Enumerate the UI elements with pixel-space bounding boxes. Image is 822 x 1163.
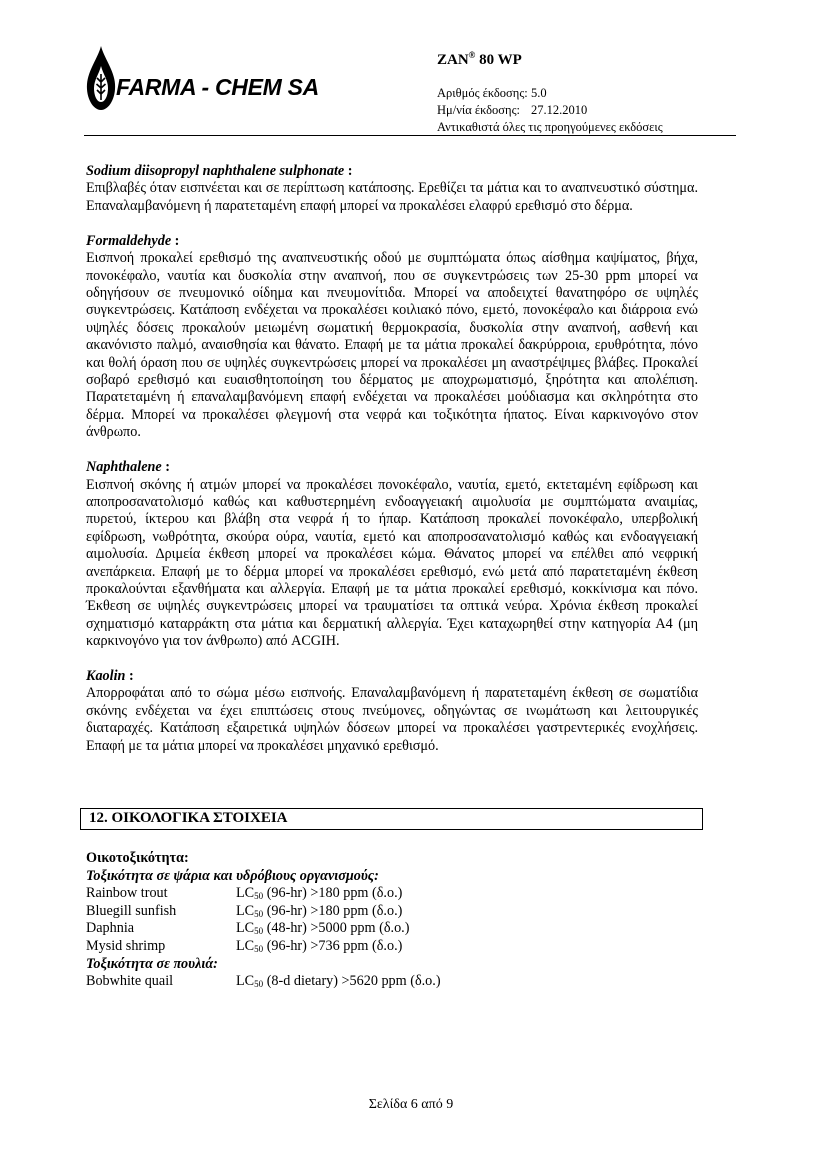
- list-item: Rainbow trout $LC_{50}$ (96-hr) >180 ppm (δ.ο.): [86, 885, 403, 902]
- block-formaldehyde: Formaldehyde : Εισπνοή προκαλεί ερεθισμό της αναπνευστικής οδού με συμπτώματα όπως αίσθημα καψίματος, βήχα, πονοκέφαλο, ναυτία και δυσκολία στην αναπνοή, που σε συγκεντρώσεις των 25-30 ppm μπορεί να οδηγήσουν σε πνευμονικό οίδημα και πνευμονίτιδα. Μπορεί να αποδειχτεί θανατηφόρο σε υψηλές συγκεντρώσεις. Κατάποση ενδέχεται να προκαλέσει κοιλιακό πόνο, εμετό, πονοκέφαλο και διάρροια ενώ υψηλές δόσεις προκαλούν μειωμένη σωματική θερμοκρασία, δυσκολία στην αναπνοή, ασθενή και ακανόνιστο παλμό, αναισθησία και θάνατο. Επαφή με τα μάτια προκαλεί δακρύρροια, ερυθρότητα, πόνο και θολή όραση που σε υψηλές συγκεντρώσεις μπορεί να προκαλέσει μη αναστρέψιμες βλάβες. Προκαλεί σοβαρό ερεθισμό και ευαισθητοποίηση του δέρματος με αποχρωματισμό, ξηρότητα και απολέπιση. Παρατεταμένη ή επαναλαμβανόμενη επαφή ενδέχεται να προκαλέσει μούδιασμα και σκληρότητα στο δέρμα. Μπορεί να προκαλέσει φλεγμονή στα νεφρά και τοξικότητα ήπατος. Είναι καρκινογόνο στον άνθρωπο.: [86, 232, 698, 441]
- block-title: Kaolin: [86, 668, 126, 685]
- toxicology-content: [86, 163, 698, 755]
- section-title: 12. ΟΙΚΟΛΟΓΙΚΑ ΣΤΟΙΧΕΙΑ: [89, 810, 288, 826]
- block-text: Εισπνοή προκαλεί ερεθισμό της αναπνευστικής οδού με συμπτώματα όπως αίσθημα καψίματος, βήχα, πονοκέφαλο, ναυτία και δυσκολία στην αναπνοή, που σε συγκεντρώσεις των 25-30 ppm μπορεί να οδηγήσουν σε πνευμονικό οίδημα και πνευμονίτιδα. Μπορεί να αποδειχτεί θανατηφόρο σε υψηλές συγκεντρώσεις. Κατάποση ενδέχεται να προκαλέσει κοιλιακό πόνο, εμετό, πονοκέφαλο και διάρροια ενώ υψηλές δόσεις προκαλούν μειωμένη σωματική θερμοκρασία, δυσκολία στην αναπνοή, ασθενή και ακανόνιστο παλμό, αναισθησία και θάνατο. Επαφή με τα μάτια προκαλεί δακρύρροια, ερυθρότητα, πόνο και θολή όραση που σε υψηλές συγκεντρώσεις μπορεί να προκαλέσει μη αναστρέψιμες βλάβες. Προκαλεί σοβαρό ερεθισμό και ευαισθητοποίηση του δέρματος με αποχρωματισμό, ξηρότητα και απολέπιση. Παρατεταμένη ή επαναλαμβανόμενη επαφή ενδέχεται να προκαλέσει μούδιασμα και σκληρότητα στο δέρμα. Μπορεί να προκαλέσει φλεγμονή στα νεφρά και τοξικότητα ήπατος. Είναι καρκινογόνο στον άνθρωπο.: [86, 250, 698, 441]
- drop-logo-icon: [84, 44, 118, 114]
- issue-number: Αριθμός έκδοσης: 5.0: [437, 86, 547, 100]
- issue-date: Ημ/νία έκδοσης: 27.12.2010: [437, 103, 588, 117]
- company-name: FARMA - CHEM SA: [116, 74, 319, 100]
- list-item: Bluegill sunfish $LC_{50}$ (96-hr) >180 ppm (δ.ο.): [86, 902, 403, 919]
- ecotoxicity-list: [86, 850, 441, 991]
- product-name: ZAN® 80 WP: [437, 50, 522, 68]
- supersedes-note: Αντικαθιστά όλες τις προηγούμενες εκδόσεις: [437, 120, 663, 134]
- birds-heading: Τοξικότητα σε πουλιά:: [86, 955, 218, 972]
- block-text: Επιβλαβές όταν εισπνέεται και σε περίπτωση κατάποσης. Ερεθίζει τα μάτια και το αναπνευστικό σύστημα. Επαναλαμβανόμενη ή παρατεταμένη επαφή μπορεί να προκαλέσει ελαφρύ ερεθισμό στο δέρμα.: [86, 180, 698, 214]
- fish-heading: Τοξικότητα σε ψάρια και υδρόβιους οργανισμούς:: [86, 867, 379, 884]
- block-text: Εισπνοή σκόνης ή ατμών μπορεί να προκαλέσει πονοκέφαλο, ναυτία, εμετό, εκτεταμένη εφίδρωση και αποπροσανατολισμό καθώς και καθυστερημένη ενδοαγγειακή αιμολυσία με συμπτώματα αναιμίας, πυρετού, ίκτερου και βλάβη στα νεφρά ή το ήπαρ. Κατάποση προκαλεί πονοκέφαλο, υπερβολική εφίδρωση, νωθρότητα, σκούρα ούρα, ναυτία, εμετό και αποπροσανατολισμό καθώς και ενδοαγγειακή αιμολυσία. Δριμεία έκθεση μπορεί να προκαλέσει κώμα. Θάνατος μπορεί να επέλθει από νεφρική ανεπάρκεια. Επαφή με το δέρμα μπορεί να προκαλέσει ερεθισμό, ενώ μετά από παρατεταμένη έκθεση προκαλούνται εξανθήματα και αλλεργία. Επαφή με τα μάτια προκαλεί ερεθισμό, κοκκίνισμα και πόνο. Έκθεση σε υψηλές συγκεντρώσεις μπορεί να τραυματίσει τα οπτικά νεύρα. Χρόνια έκθεση προκαλεί σχηματισμό καταρράκτη στα μάτια και δερματική αλλεργία. Έχει καταχωρηθεί στην κατηγορία Α4 (μη καρκινογόνο για τον άνθρωπο) από ACGIH.: [86, 476, 698, 650]
- block-sodium: Sodium diisopropyl naphthalene sulphonate : Επιβλαβές όταν εισπνέεται και σε περίπτωση κατάποσης. Ερεθίζει τα μάτια και το αναπνευστικό σύστημα. Επαναλαμβανόμενη ή παρατεταμένη επαφή μπορεί να προκαλέσει ελαφρύ ερεθισμό στο δέρμα.: [86, 163, 698, 214]
- page-number: Σελίδα 6 από 9: [368, 1097, 454, 1112]
- company-logo: [84, 44, 344, 124]
- ecotox-heading: Οικοτοξικότητα:: [86, 850, 189, 866]
- block-naphthalene: Naphthalene : Εισπνοή σκόνης ή ατμών μπορεί να προκαλέσει πονοκέφαλο, ναυτία, εμετό, εκτεταμένη εφίδρωση και αποπροσανατολισμό καθώς και καθυστερημένη ενδοαγγειακή αιμολυσία με συμπτώματα αναιμίας, πυρετού, ίκτερου και βλάβη στα νεφρά ή το ήπαρ. Κατάποση προκαλεί πονοκέφαλο, υπερβολική εφίδρωση, νωθρότητα, σκούρα ούρα, ναυτία, εμετό και αποπροσανατολισμό καθώς και ενδοαγγειακή αιμολυσία. Δριμεία έκθεση μπορεί να προκαλέσει κώμα. Θάνατος μπορεί να επέλθει από νεφρική ανεπάρκεια. Επαφή με το δέρμα μπορεί να προκαλέσει ερεθισμό, ενώ μετά από παρατεταμένη έκθεση προκαλούνται εξανθήματα και αλλεργία. Επαφή με τα μάτια προκαλεί ερεθισμό, κοκκίνισμα και πόνο. Έκθεση σε υψηλές συγκεντρώσεις μπορεί να τραυματίσει τα οπτικά νεύρα. Χρόνια έκθεση προκαλεί σχηματισμό καταρράκτη στα μάτια και δερματική αλλεργία. Έχει καταχωρηθεί στην κατηγορία Α4 (μη καρκινογόνο για τον άνθρωπο) από ACGIH.: [86, 459, 698, 650]
- block-title: Naphthalene: [86, 459, 162, 476]
- header-divider: [84, 135, 736, 136]
- block-title: Sodium diisopropyl naphthalene sulphonate: [86, 163, 345, 179]
- list-item: Mysid shrimp $LC_{50}$ (96-hr) >736 ppm (δ.ο.): [86, 937, 403, 954]
- block-title: Formaldehyde: [86, 232, 172, 249]
- block-kaolin: Kaolin : Απορροφάται από το σώμα μέσω εισπνοής. Επαναλαμβανόμενη ή παρατεταμένη έκθεση σε σωματίδια σκόνης ενδέχεται να έχει επιπτώσεις στους πνεύμονες, οδηγώντας σε ινωμάτωση και λειτουργικές διαταραχές. Κατάποση εξαιρετικά υψηλών δόσεων μπορεί να προκαλέσει γαστρεντερικές ενοχλήσεις. Επαφή με τα μάτια μπορεί να προκαλέσει μηχανικό ερεθισμό.: [86, 668, 698, 754]
- list-item: Daphnia $LC_{50}$ (48-hr) >5000 ppm (δ.ο.): [86, 920, 410, 937]
- section-12-header: [80, 808, 703, 830]
- block-text: Απορροφάται από το σώμα μέσω εισπνοής. Επαναλαμβανόμενη ή παρατεταμένη έκθεση σε σωματίδια σκόνης ενδέχεται να έχει επιπτώσεις στους πνεύμονες, οδηγώντας σε ινωμάτωση και λειτουργικές διαταραχές. Κατάποση εξαιρετικά υψηλών δόσεων μπορεί να προκαλέσει γαστρεντερικές ενοχλήσεις. Επαφή με τα μάτια μπορεί να προκαλέσει μηχανικό ερεθισμό.: [86, 685, 698, 754]
- list-item: Bobwhite quail $LC_{50}$ (8-d dietary) >5620 ppm (δ.ο.): [86, 973, 441, 990]
